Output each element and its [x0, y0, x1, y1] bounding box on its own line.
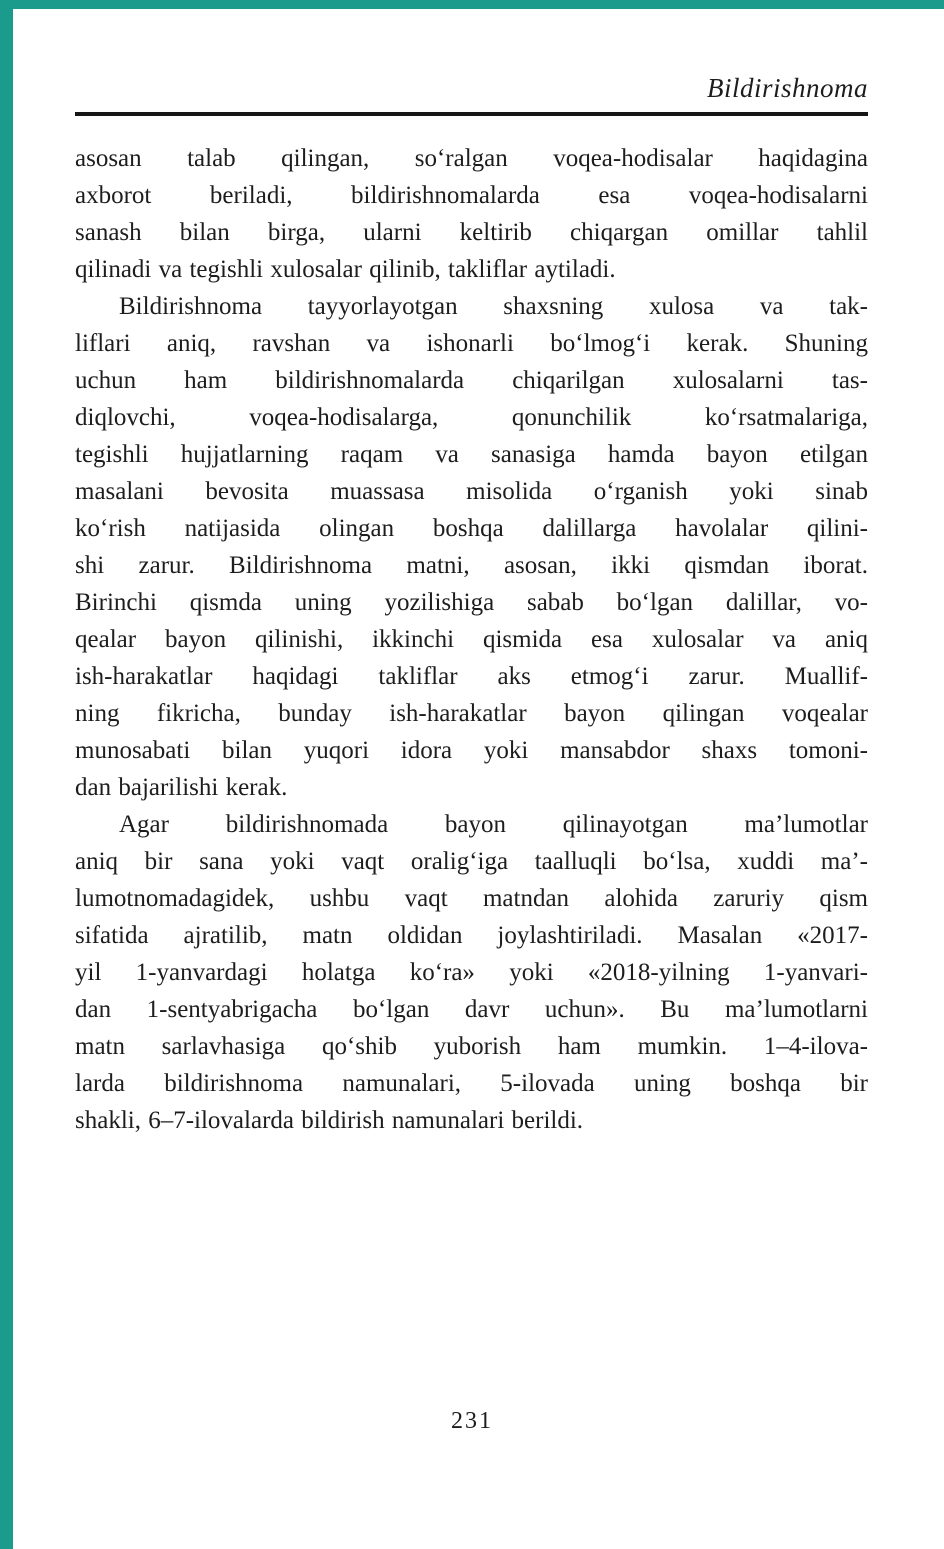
header-rule — [75, 112, 868, 116]
text-line: qilinadi va tegishli xulosalar qilinib, takliflar aytiladi. — [75, 256, 616, 283]
text-line: dan bajarilishi kerak. — [75, 774, 288, 801]
text-line: matn sarlavhasiga qo‘shib yuborish ham mumkin. 1–4-ilova- — [75, 1033, 868, 1060]
text-line: larda bildirishnoma namunalari, 5-ilovada uning boshqa bir — [75, 1070, 868, 1097]
text-line: axborot beriladi, bildirishnomalarda esa voqea-hodisalarni — [75, 182, 868, 209]
text-line: aniq bir sana yoki vaqt oralig‘iga taalluqli bo‘lsa, xuddi ma’- — [75, 848, 868, 875]
text-line: ning fikricha, bunday ish-harakatlar bayon qilingan voqealar — [75, 700, 868, 727]
text-line: masalani bevosita muassasa misolida o‘rganish yoki sinab — [75, 478, 868, 505]
text-line: dan 1-sentyabrigacha bo‘lgan davr uchun». Bu ma’lumotlarni — [75, 996, 868, 1023]
text-line: shakli, 6–7-ilovalarda bildirish namunalari berildi. — [75, 1107, 584, 1134]
page-number: 231 — [451, 1408, 493, 1434]
text-line: sanash bilan birga, ularni keltirib chiqargan omillar tahlil — [75, 219, 868, 246]
text-line: Bildirishnoma tayyorlayotgan shaxsning xulosa va tak- — [119, 293, 868, 320]
text-line: sifatida ajratilib, matn oldidan joylashtiriladi. Masalan «2017- — [75, 922, 868, 949]
text-line: ish-harakatlar haqidagi takliflar aks etmog‘i zarur. Muallif- — [75, 663, 868, 690]
text-line: lumotnomadagidek, ushbu vaqt matndan alohida zaruriy qism — [75, 885, 868, 912]
text-line: asosan talab qilingan, so‘ralgan voqea-hodisalar haqidagina — [75, 145, 868, 172]
text-line: liflari aniq, ravshan va ishonarli bo‘lmog‘i kerak. Shuning — [75, 330, 868, 357]
running-header: Bildirishnoma — [706, 73, 868, 103]
text-line: munosabati bilan yuqori idora yoki mansabdor shaxs tomoni- — [75, 737, 868, 764]
text-line: shi zarur. Bildirishnoma matni, asosan, ikki qismdan iborat. — [75, 552, 868, 579]
text-line: Agar bildirishnomada bayon qilinayotgan ma’lumotlar — [119, 811, 868, 838]
text-line: qealar bayon qilinishi, ikkinchi qismida esa xulosalar va aniq — [75, 626, 868, 653]
text-line: Birinchi qismda uning yozilishiga sabab bo‘lgan dalillar, vo- — [75, 589, 868, 616]
text-line: ko‘rish natijasida olingan boshqa dalillarga havolalar qilini- — [75, 515, 868, 542]
paragraph — [75, 140, 868, 288]
body-text — [75, 140, 868, 1139]
paragraph — [75, 806, 868, 1139]
text-line: uchun ham bildirishnomalarda chiqarilgan xulosalarni tas- — [75, 367, 868, 394]
text-line: diqlovchi, voqea-hodisalarga, qonunchilik ko‘rsatmalariga, — [75, 404, 868, 431]
text-line: tegishli hujjatlarning raqam va sanasiga hamda bayon etilgan — [75, 441, 868, 468]
paragraph — [75, 288, 868, 806]
text-line: yil 1-yanvardagi holatga ko‘ra» yoki «2018-yilning 1-yanvari- — [75, 959, 868, 986]
